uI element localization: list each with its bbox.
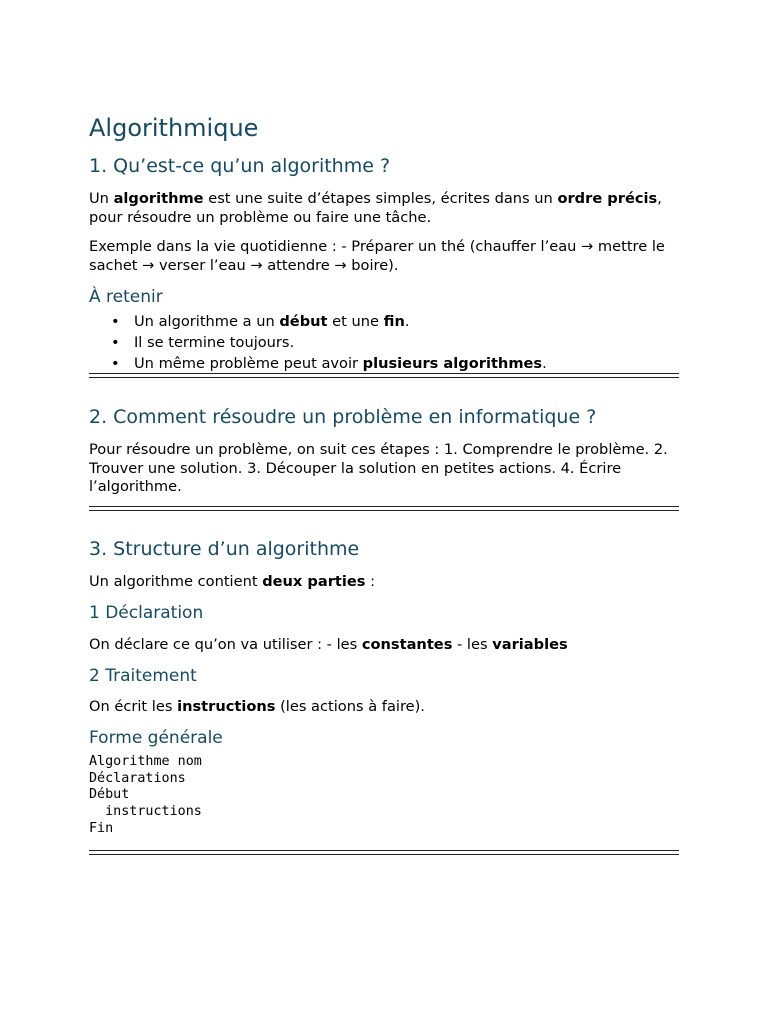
section-1-example [89,238,679,275]
horizontal-rule [89,373,679,378]
bullet-icon: • [111,334,120,351]
text-run: Un même problème peut avoir [134,355,363,372]
list-item-text: Il se termine toujours. [134,334,295,351]
bold-term-deux-parties: deux parties [262,573,366,590]
text-run: Un [89,190,114,207]
text-run: : [365,573,376,590]
text-run: Un algorithme contient [89,573,263,590]
text-run: est une suite d’étapes simples, écrites dans un [203,190,558,207]
page-title: Algorithmique [89,114,259,142]
section-1-definition [89,190,679,227]
text-run: On écrit les [89,698,178,715]
bold-term-variables: variables [492,636,568,653]
text-run: et une [327,313,384,330]
bullet-icon: • [111,355,120,372]
text-run: On déclare ce qu’on va utiliser : - les [89,636,362,653]
section-2-text: Pour résoudre un problème, on suit ces étapes : 1. Comprendre le problème. 2. Trouver une solution. 3. Découper la solution en petites actions. 4. Écrire l’algorithme. [89,441,668,495]
traitement-text [89,698,425,717]
list-item-text [134,313,409,330]
bold-term-plusieurs-algorithmes: plusieurs algorithmes [362,355,543,372]
text-run: - les [452,636,493,653]
declaration-heading: 1 Déclaration [89,603,204,623]
forme-generale-heading: Forme générale [89,728,223,748]
section-3-heading: 3. Structure d’un algorithme [89,538,360,560]
bold-term-ordre-precis: ordre précis [557,190,658,207]
horizontal-rule [89,506,679,511]
horizontal-rule [89,850,679,855]
retenir-heading: À retenir [89,287,163,307]
text-run: . [404,313,410,330]
text-run: (les actions à faire). [275,698,425,715]
traitement-heading: 2 Traitement [89,666,197,686]
section-1-heading: 1. Qu’est-ce qu’un algorithme ? [89,155,391,177]
bullet-icon: • [111,313,120,330]
declaration-text [89,636,568,655]
bold-term-algorithme: algorithme [113,190,204,207]
text-run: Exemple dans la vie quotidienne : - Préparer un thé (chauffer l’eau → mettre le sachet → verser l’eau → attendre → boire). [89,238,665,274]
text-run: Un algorithme a un [134,313,280,330]
text-run: . [542,355,547,372]
bold-term-constantes: constantes [361,636,453,653]
text-run: , pour résoudre un problème ou faire une tâche. [89,190,662,226]
section-2-heading: 2. Comment résoudre un problème en informatique ? [89,406,597,428]
bold-term-instructions: instructions [177,698,276,715]
code-block: Algorithme nom Déclarations Début instructions Fin [89,754,202,836]
bold-term-debut: début [279,313,328,330]
bold-term-fin: fin [383,313,405,330]
section-3-intro [89,573,375,592]
list-item-text [134,355,547,372]
